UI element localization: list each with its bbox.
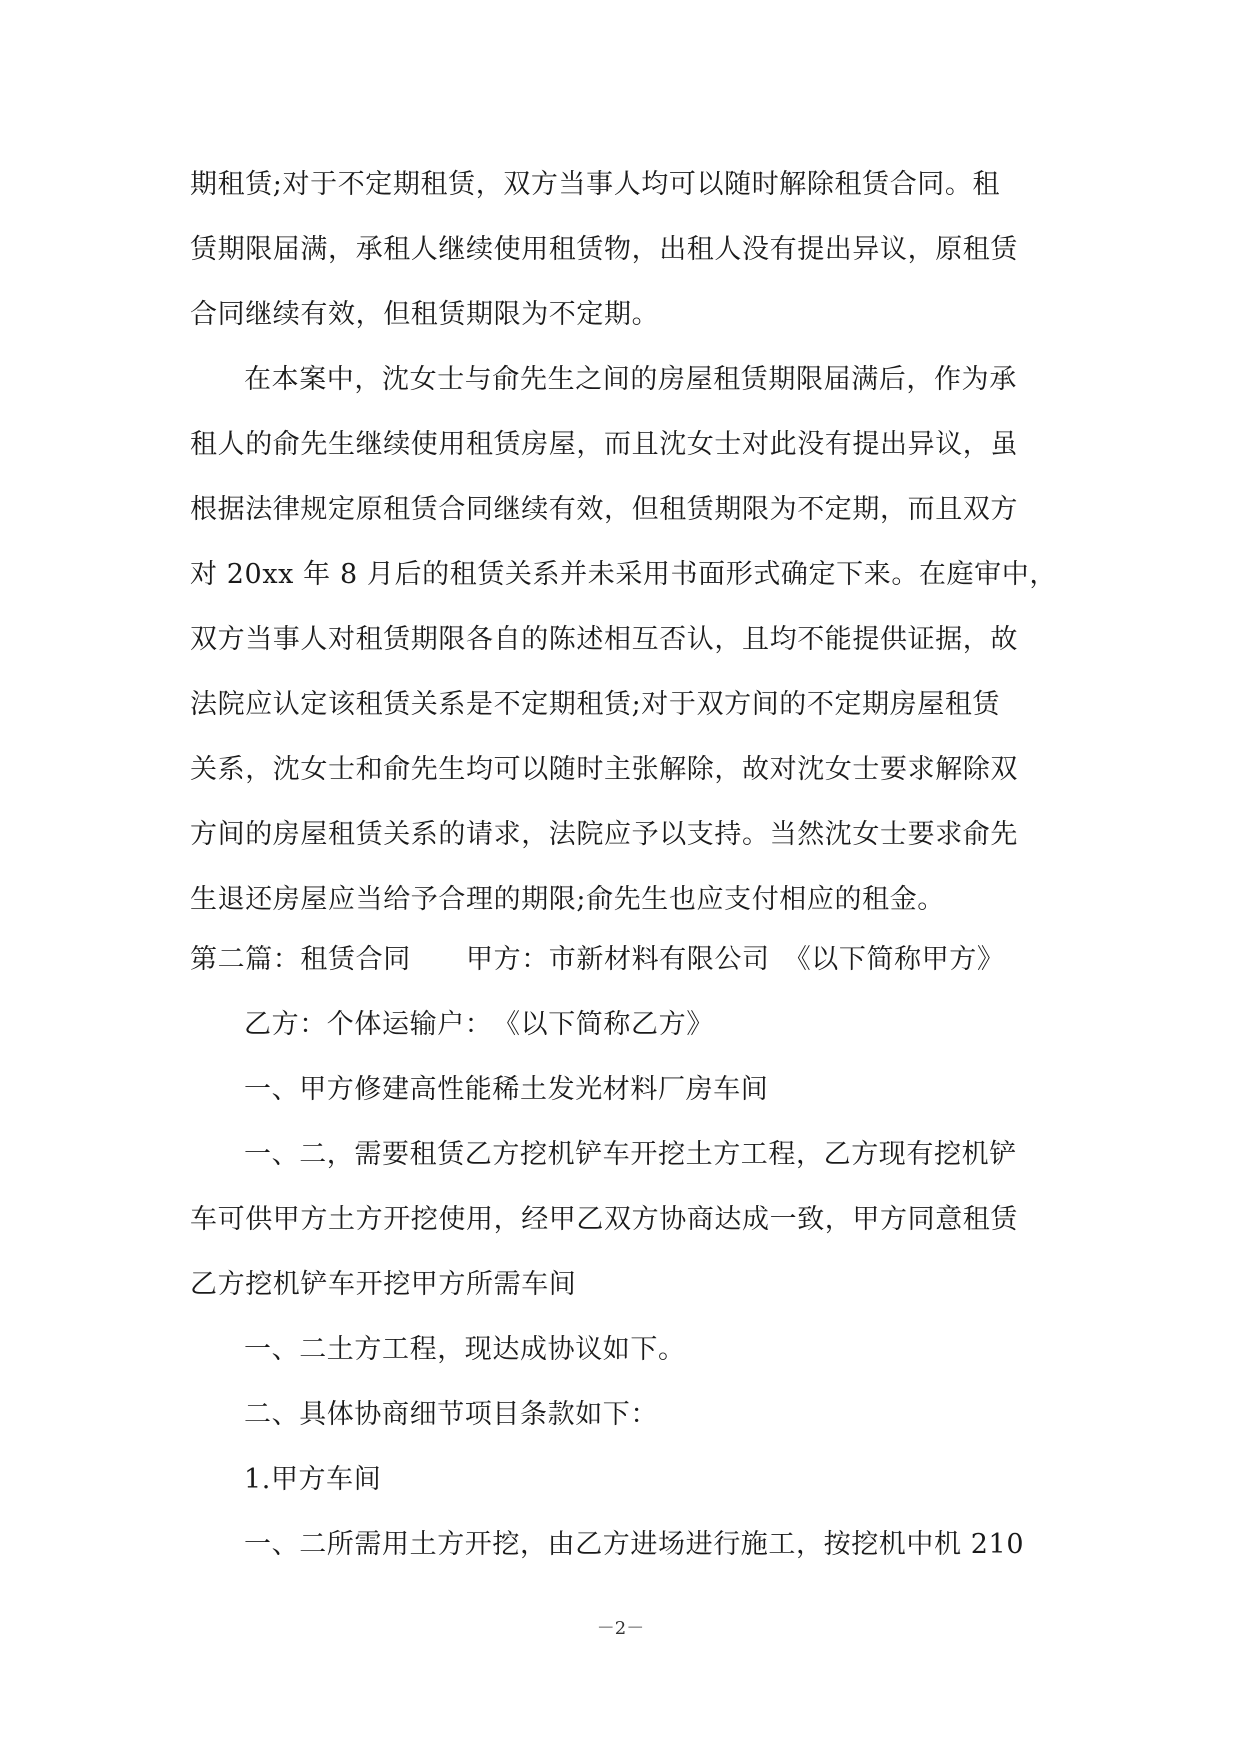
text-line: 根据法律规定原租赁合同继续有效，但租赁期限为不定期，而且双方 [190, 494, 1018, 525]
text-line: 租人的俞先生继续使用租赁房屋，而且沈女士对此没有提出异议，虽 [190, 429, 1018, 460]
clause-line: 一、二所需用土方开挖，由乙方进场进行施工，按挖机中机 210 [244, 1529, 1025, 1560]
clause-line: 一、甲方修建高性能稀土发光材料厂房车间 [244, 1074, 769, 1105]
text-line: 乙方挖机铲车开挖甲方所需车间 [190, 1269, 577, 1300]
text-line: 法院应认定该租赁关系是不定期租赁;对于双方间的不定期房屋租赁 [190, 689, 1001, 720]
clause-line: 一、二土方工程，现达成协议如下。 [244, 1334, 686, 1365]
text-line: 车可供甲方土方开挖使用，经甲乙双方协商达成一致，甲方同意租赁 [190, 1204, 1018, 1235]
clause-item: 1.甲方车间 [244, 1464, 382, 1495]
party-b-line: 乙方：个体运输户： 《以下简称乙方》 [244, 1009, 714, 1040]
text-line: 生退还房屋应当给予合理的期限;俞先生也应支付相应的租金。 [190, 884, 945, 915]
page-number: －2－ [596, 1618, 645, 1639]
paragraph-start-line: 一、二，需要租赁乙方挖机铲车开挖土方工程，乙方现有挖机铲 [244, 1139, 1017, 1170]
text-line: 方间的房屋租赁关系的请求，法院应予以支持。当然沈女士要求俞先 [190, 819, 1018, 850]
text-line: 合同继续有效，但租赁期限为不定期。 [190, 299, 660, 330]
text-line: 期租赁;对于不定期租赁，双方当事人均可以随时解除租赁合同。租 [190, 169, 1001, 200]
text-line: 关系，沈女士和俞先生均可以随时主张解除，故对沈女士要求解除双 [190, 754, 1018, 785]
section-heading: 第二篇：租赁合同 甲方：市新材料有限公司 《以下简称甲方》 [190, 944, 1005, 975]
text-line: 对 20xx 年 8 月后的租赁关系并未采用书面形式确定下来。在庭审中， [190, 559, 1057, 590]
clause-line: 二、具体协商细节项目条款如下： [244, 1399, 658, 1430]
paragraph-start-line: 在本案中，沈女士与俞先生之间的房屋租赁期限届满后，作为承 [244, 364, 1017, 395]
text-line: 赁期限届满，承租人继续使用租赁物，出租人没有提出异议，原租赁 [190, 234, 1018, 265]
text-line: 双方当事人对租赁期限各自的陈述相互否认，且均不能提供证据，故 [190, 624, 1018, 655]
